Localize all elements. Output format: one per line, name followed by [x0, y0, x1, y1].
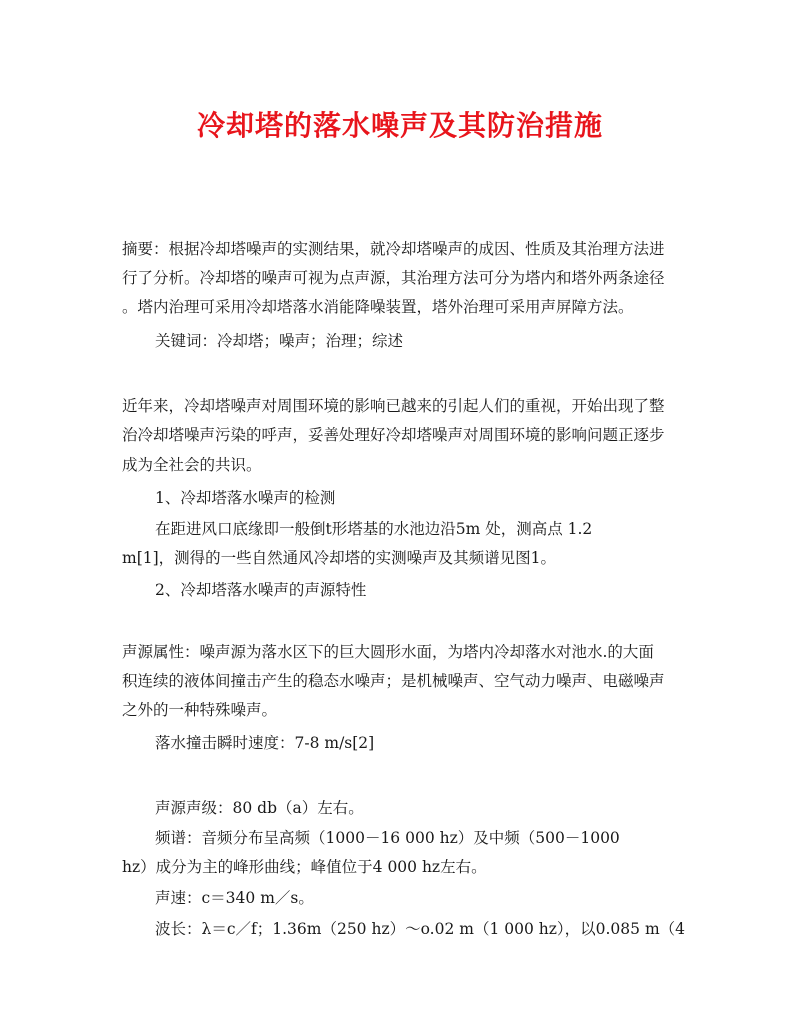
sound-speed-line: 声速：c＝340 m／s。 [155, 889, 314, 907]
impact-speed-line: 落水撞击瞬时速度：7-8 m/s[2] [155, 734, 375, 752]
section-1-line-1: 在距进风口底缘即一般倒t形塔基的水池边沿5m 处，测高点 1.2 [155, 520, 593, 538]
keywords-line: 关键词：冷却塔；噪声；治理；综述 [155, 332, 404, 350]
intro-line-1: 近年来，冷却塔噪声对周围环境的影响已越来的引起人们的重视，开始出现了整 [122, 397, 665, 415]
section-1-heading: 1、冷却塔落水噪声的检测 [155, 489, 336, 507]
section-2-heading: 2、冷却塔落水噪声的声源特性 [155, 581, 367, 599]
intro-line-3: 成为全社会的共识。 [122, 456, 262, 474]
abstract-line-3: 。塔内治理可采用冷却塔落水消能降噪装置，塔外治理可采用声屏障方法。 [122, 298, 634, 316]
document-title: 冷却塔的落水噪声及其防治措施 [196, 109, 603, 142]
wavelength-line: 波长：λ＝c／f；1.36m（250 hz）～o.02 m（1 000 hz），以0.085 m（4 [155, 920, 686, 938]
abstract-line-2: 行了分析。冷却塔的噪声可视为点声源，其治理方法可分为塔内和塔外两条途径 [122, 269, 665, 287]
spectrum-line-2: hz）成分为主的峰形曲线；峰值位于4 000 hz左右。 [122, 858, 487, 876]
source-line-1: 声源属性：噪声源为落水区下的巨大圆形水面，为塔内冷却落水对池水.的大面 [122, 643, 654, 661]
source-line-3: 之外的一种特殊噪声。 [122, 701, 278, 719]
abstract-line-1: 摘要：根据冷却塔噪声的实测结果，就冷却塔噪声的成因、性质及其治理方法进 [122, 240, 665, 258]
source-line-2: 积连续的液体间撞击产生的稳态水噪声；是机械噪声、空气动力噪声、电磁噪声 [122, 672, 665, 690]
intro-line-2: 治冷却塔噪声污染的呼声，妥善处理好冷却塔噪声对周围环境的影响问题正逐步 [122, 426, 665, 444]
spectrum-line-1: 频谱：音频分布呈高频（1000－16 000 hz）及中频（500－1000 [155, 829, 620, 847]
source-level-line: 声源声级：80 db（a）左右。 [155, 799, 364, 817]
section-1-line-2: m[1]，测得的一些自然通风冷却塔的实测噪声及其频谱见图1。 [122, 549, 557, 567]
